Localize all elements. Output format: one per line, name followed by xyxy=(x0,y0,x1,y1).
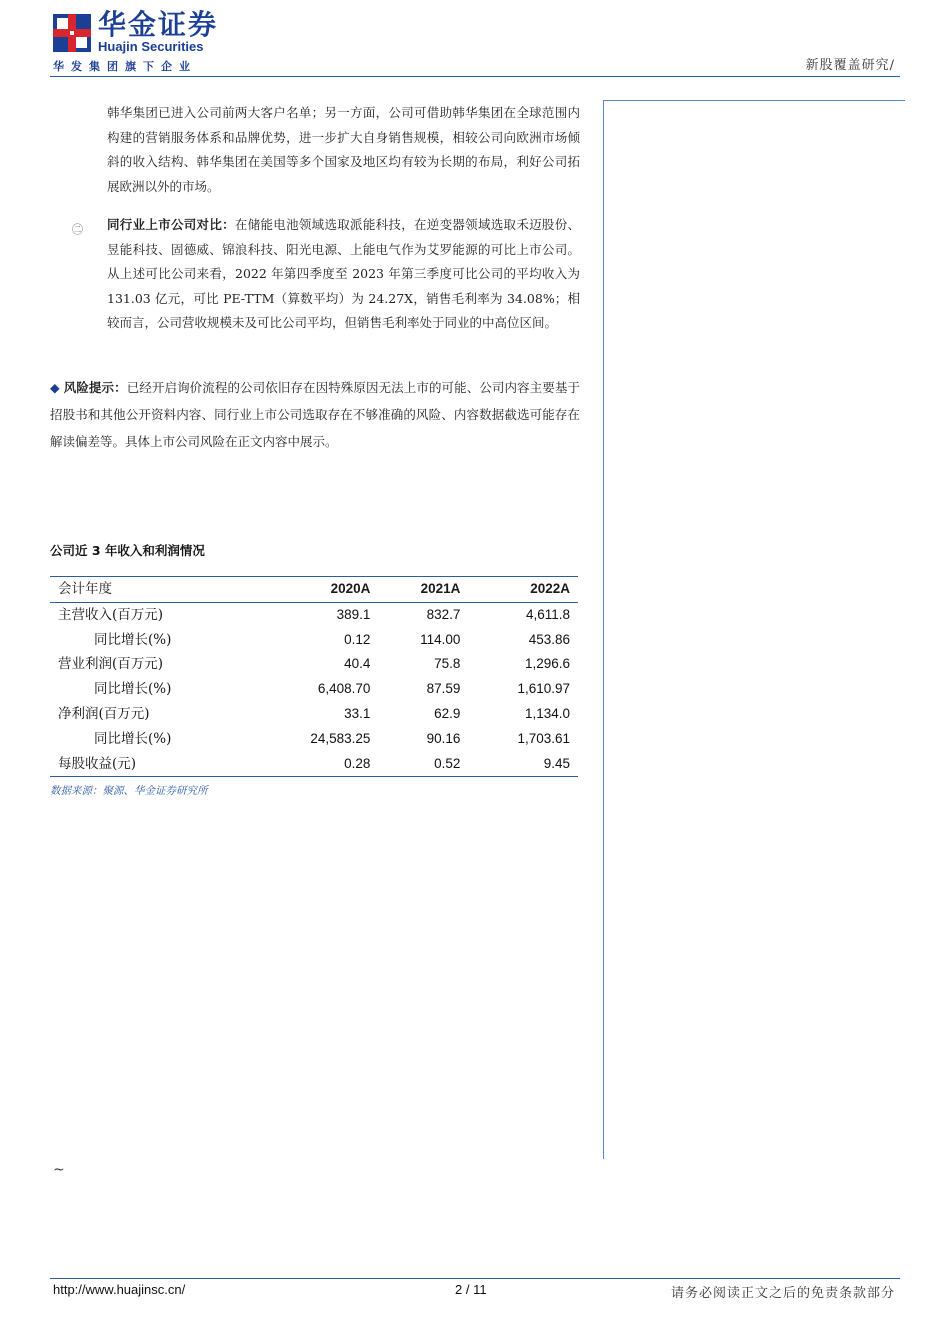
cell-value: 0.12 xyxy=(344,631,371,647)
paragraph-hanwha: 韩华集团已进入公司前两大客户名单；另一方面，公司可借助韩华集团在全球范围内构建的营销服务体系和品牌优势，进一步扩大自身销售规模，相较公司向欧洲市场倾斜的收入结构、韩华集团在美国等多个国家及地区均有较为长期的布局，利好公司拓展欧洲以外的市场。 xyxy=(107,105,580,194)
table-row xyxy=(50,702,578,727)
cell-value: 0.28 xyxy=(344,755,371,771)
cell-value: 1,610.97 xyxy=(517,681,570,697)
cell-value: 389.1 xyxy=(336,606,371,622)
risk-notice xyxy=(50,374,580,455)
cell-value: 75.8 xyxy=(434,656,461,672)
cell-value: 114.00 xyxy=(420,631,461,647)
table-row xyxy=(50,602,578,627)
cell-value: 0.52 xyxy=(434,755,461,771)
sidebar-top-border xyxy=(603,100,905,101)
table-row xyxy=(50,628,578,653)
bullet-icon: ㊁ xyxy=(72,223,83,236)
table-title: 公司近 3 年收入和利润情况 xyxy=(50,543,205,558)
footer-divider xyxy=(50,1278,900,1279)
peer-comparison-title: 同行业上市公司对比： xyxy=(107,217,235,232)
disclaimer-note: 请务必阅读正文之后的免责条款部分 xyxy=(670,1286,895,1301)
row-label: 每股收益(元) xyxy=(58,755,137,772)
row-label: 营业利润(百万元) xyxy=(58,656,164,673)
cell-value: 4,611.8 xyxy=(525,606,570,622)
cell-value: 24,583.25 xyxy=(310,730,371,746)
logo-english-name: Huajin Securities xyxy=(98,39,204,54)
peer-comparison-text: 在储能电池领域选取派能科技，在逆变器领域选取禾迈股份、昱能科技、固德威、锦浪科技、阳光电源、上能电气作为艾罗能源的可比上市公司。从上述可比公司来看，2022 年第四季度至 2023 年第三季度可比公司的平均收入为 131.03 亿元，可比 PE-TTM（算数平均）为 24.27X，销售毛利率为 34.08%；相较而言，公司营收规模未及可比公司平均，但销售毛利率处于同业的中高位区间。 xyxy=(107,217,580,330)
sidebar-left-border xyxy=(603,100,604,1159)
risk-text: 已经开启询价流程的公司依旧存在因特殊原因无法上市的可能、公司内容主要基于招股书和其他公开资料内容、同行业上市公司选取存在不够准确的风险、内容数据截选可能存在解读偏差等。具体上市公司风险在正文内容中展示。 xyxy=(50,380,580,449)
table-row xyxy=(50,652,578,677)
report-type: 新股覆盖研究/ xyxy=(805,58,895,73)
cell-value: 33.1 xyxy=(344,705,371,721)
website-link[interactable]: http://www.huajinsc.cn/ xyxy=(53,1282,186,1297)
diamond-bullet-icon: ◆ xyxy=(50,380,60,395)
row-label: 同比增长(%) xyxy=(94,681,172,698)
row-label: 净利润(百万元) xyxy=(58,705,150,722)
page-number: 2 / 11 xyxy=(455,1282,487,1297)
table-row xyxy=(50,677,578,702)
cell-value: 9.45 xyxy=(543,755,570,771)
row-label: 主营收入(百万元) xyxy=(58,606,164,623)
group-tagline: 华发集团旗下企业 xyxy=(53,60,197,73)
header-2021a: 2021A xyxy=(420,581,461,596)
header-2020a: 2020A xyxy=(330,581,371,596)
row-label: 同比增长(%) xyxy=(94,631,172,648)
table-row xyxy=(50,752,578,777)
cell-value: 62.9 xyxy=(434,705,461,721)
cell-value: 832.7 xyxy=(426,606,461,622)
cell-value: 40.4 xyxy=(344,656,371,672)
cell-value: 1,134.0 xyxy=(524,705,570,721)
header-divider xyxy=(50,76,900,77)
header-fiscal-year: 会计年度 xyxy=(58,581,112,597)
paragraph-peer-comparison xyxy=(107,213,580,336)
cell-value: 6,408.70 xyxy=(317,681,371,697)
cell-value: 1,703.61 xyxy=(517,730,570,746)
logo-chinese-name: 华金证券 xyxy=(98,8,219,41)
cell-value: 90.16 xyxy=(426,730,461,746)
cell-value: 453.86 xyxy=(528,631,570,647)
tilde-mark: ~ xyxy=(53,1162,65,1178)
header-2022a: 2022A xyxy=(530,581,570,596)
financial-table xyxy=(50,576,578,777)
table-header-row xyxy=(50,577,578,603)
data-source-note: 数据来源：聚源、华金证券研究所 xyxy=(50,785,208,797)
huajin-logo-icon xyxy=(53,14,91,52)
table-row xyxy=(50,727,578,752)
risk-title: 风险提示： xyxy=(63,380,127,395)
cell-value: 1,296.6 xyxy=(524,656,570,672)
cell-value: 87.59 xyxy=(426,681,461,697)
row-label: 同比增长(%) xyxy=(94,730,172,747)
